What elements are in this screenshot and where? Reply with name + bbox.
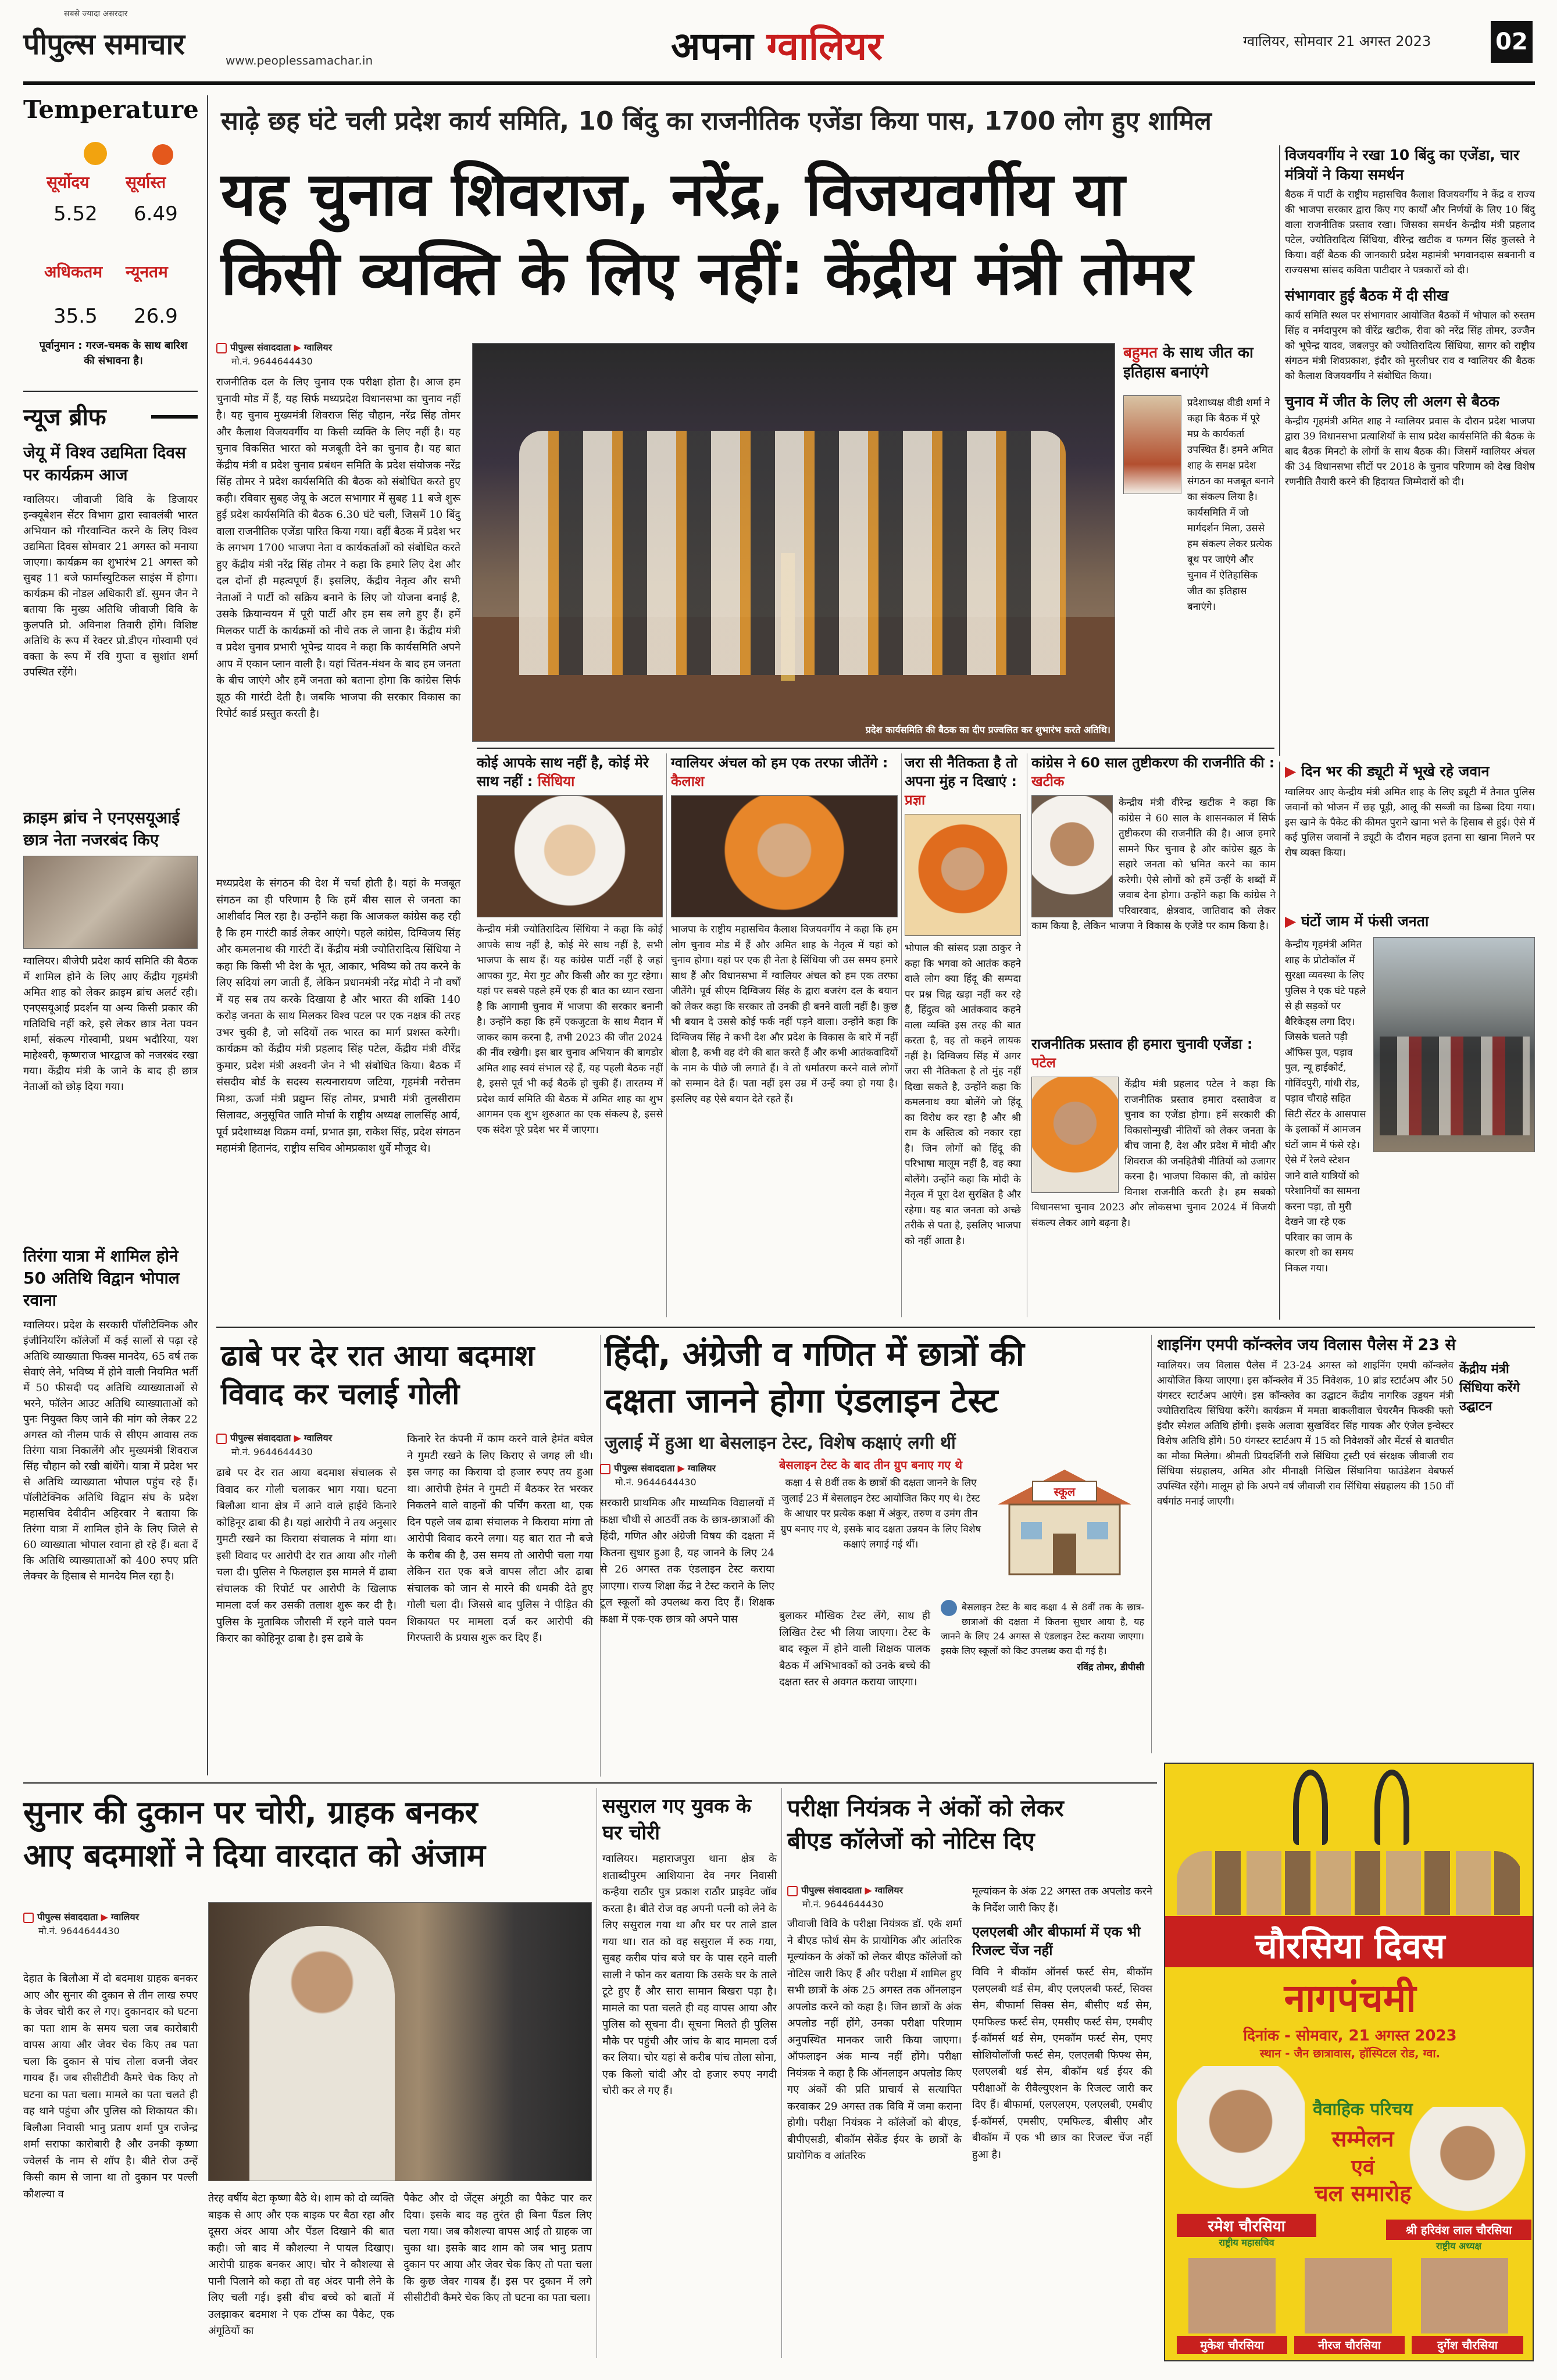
sasural-headline: ससुराल गए युवक के घर चोरी	[602, 1795, 752, 1845]
right-block-1-headline: विजयवर्गीय ने रखा 10 बिंदु का एजेंडा, चार मंत्रियों ने किया समर्थन	[1285, 146, 1520, 183]
bed-col-2-top: मूल्यांकन के अंक 22 अगस्त तक अपलोड करने के निर्देश जारी किए हैं।	[972, 1885, 1152, 1914]
min-value: 26.9	[134, 305, 178, 328]
masthead-rule	[23, 81, 1535, 85]
jam-block	[1285, 912, 1535, 931]
city-date: ग्वालियर, सोमवार 21 अगस्त 2023	[1243, 33, 1431, 49]
right-top-col	[1285, 145, 1535, 489]
leader-patel	[1031, 1035, 1276, 1231]
section-title: अपना ग्वालियर	[671, 24, 883, 69]
brief-3-text: ग्वालियर। प्रदेश के सरकारी पॉलीटेक्निक और इंजीनियरिंग कॉलेजों में कई सालों से पढ़ा रहे अतिथि व्याख्याता फिक्स मानदेय, 65 वर्ष तक सेवाएं लेने, भविष्य में होने वाली नियमित भर्ती में 50 फीसदी पद अतिथि व्याख्याताओं से भरने, फॉलेन आउट अतिथि व्याख्याताओं को पुनः नियुक्त किए जाने की मांग को लेकर 22 अगस्त को नीलम पार्क से सीएम आवास तक तिरंगा यात्रा निकालेंगे और मुख्यमंत्री शिवराज सिंह चौहान को रखी बांधेंगे। यात्रा में प्रदेश भर से अतिथि व्याख्याता भोपाल पहुंच रहे हैं। पॉलीटेक्निक अतिथि विद्वान संघ के प्रदेश महासचिव देवीदीन अहिरवार ने बताया कि तिरंगा यात्रा में शामिल होने के लिए जिले से 60 व्याख्याता भोपाल रवाना हो रहे हैं। बता दें कि अतिथि व्याख्याताओं को 400 रुपए प्रति लेक्चर के हिसाब से मानदेय मिल रहा है।	[23, 1319, 198, 1582]
bahumat-photo	[1123, 395, 1181, 494]
sasural-block	[602, 1793, 777, 2100]
right-block-1	[1285, 145, 1535, 278]
exam-quote	[941, 1600, 1144, 1673]
lead-photo	[472, 343, 1115, 742]
bahumat-block	[1123, 343, 1274, 383]
reporter-icon	[787, 1886, 798, 1896]
ad-event-1: वैवाहिक परिचय	[1313, 2099, 1413, 2120]
duty-block	[1285, 762, 1535, 860]
lead-kicker: साढ़े छह घंटे चली प्रदेश कार्य समिति, 10 बिंदु का राजनीतिक एजेंडा किया पास, 1700 लोग हुए शामिल	[221, 106, 1212, 136]
ad-event-4: चल समारोह	[1314, 2181, 1412, 2206]
masthead	[0, 0, 1557, 81]
dhaba-byline: पीपुल्स संवाददाता ▶ ग्वालियर मो.नं. 9644644430	[216, 1431, 402, 1459]
ad-person-1-name: रमेश चौरसिया	[1177, 2214, 1316, 2237]
leader-patel-text: केंद्रीय मंत्री प्रहलाद पटेल ने कहा कि राजनीतिक प्रस्ताव हमारा दस्तावेज व चुनाव का एजेंडा होगा। हमें सरकारी की विकासोन्मुखी नीतियों को लेकर जनता के बीच जाना है, देश और प्रदेश में मोदी और शिवराज की जनहितैषी नीतियों को उजागर करना है। भाजपा विकास की, तो कांग्रेस विनाश राजनीति करती है। हम सबको विधानसभा चुनाव 2023 और लोकसभा चुनाव 2024 में विजयी संकल्प लेकर आगे बढ़ना है।	[1031, 1078, 1276, 1229]
right-rule	[1279, 145, 1280, 756]
leader-patel-headline: राजनीतिक प्रस्ताव ही हमारा चुनावी एजेंडा : पटेल	[1031, 1036, 1253, 1071]
duty-text: ग्वालियर आए केन्द्रीय मंत्री अमित शाह के लिए ड्यूटी में तैनात पुलिस जवानों को भोजन में छह पूड़ी, आलू की सब्जी का डिब्बा दिया गया। इस खाने के पैकेट की कीमत पुराने खाना भत्ते के हिसाब से हुई। ऐसे में कई पुलिस जवानों ने ड्यूटी के दौरान महज इतना सा खाना मिलने पर रोष व्यक्त किया।	[1285, 787, 1535, 859]
right-block-1-text: बैठक में पार्टी के राष्ट्रीय महासचिव कैलाश विजयवर्गीय ने केंद्र व राज्य की भाजपा सरकार द्वारा किए गए कार्यों और निर्णयों के लिए 10 बिंदु वाला राजनीतिक प्रस्ताव रखा। जिसका समर्थन केन्द्रीय मंत्री प्रहलाद पटेल, ज्योतिरादित्य सिंधिया, वीरेन्द्र खटीक व फग्गन सिंह कुलस्ते ने किया। वहीं बैठक की जानकारी प्रदेश महामंत्री भगवानदास सबनानी व राज्यसभा सांसद कविता पाटीदार ने पत्रकारों को दी।	[1285, 189, 1535, 276]
dhaba-headline-2: विवाद कर चलाई गोली	[221, 1377, 460, 1411]
exam-quote-text: बेसलाइन टेस्ट के बाद कक्षा 4 से 8वीं तक के छात्र-छात्राओं की दक्षता में कितना सुधार आया है, यह जानने के लिए 24 अगस्त से एंडलाइन टेस्ट कराया जाएगा। इसके लिए स्कूलों को किट उपलब्ध करा दी गई है।	[941, 1602, 1144, 1656]
right-rule-2	[1279, 762, 1280, 1320]
theft-col-1: देहात के बिलौआ में दो बदमाश ग्राहक बनकर आए और सुनार की दुकान से तीन लाख रुपए के जेवर चोरी कर ले गए। दुकानदार को घटना का पता शाम के समय चला जब कारोबारी वापस आया और जेवर चेक किए तब पता चला कि दुकान से पांच तोला वजनी जेवर गायब हैं। जब सीसीटीवी कैमरे चेक किए तो घटना का पता चला। मामले का पता चलते ही वह थाने पहुंचा और पुलिस को शिकायत की। बिलौआ निवासी भानु प्रताप शर्मा पुत्र राजेन्द्र शर्मा सराफा कारोबारी है और उनकी कृष्णा ज्वेलर्स के नाम से शॉप है। बीते रोज उन्हें किसी काम से जाना था तो दुकान पर पल्ली कौशल्या व	[23, 1972, 198, 2200]
jam-headline: ▶ घंटों जाम में फंसी जनता	[1285, 913, 1429, 930]
theft-photo-person	[249, 1926, 395, 2181]
exam-headline-2: दक्षता जानने होगा एंडलाइन टेस्ट	[605, 1381, 998, 1420]
brief-3	[23, 1245, 198, 1584]
brief-2	[23, 807, 198, 1095]
leader-pragya	[905, 753, 1021, 1249]
weather-title: Temperature	[23, 95, 199, 124]
sunset-label: सूर्यास्त	[126, 173, 166, 192]
brief-1-headline: जेयू में विश्व उद्यमिता दिवस पर कार्यक्रम आज	[23, 443, 186, 484]
school-icon	[986, 1458, 1143, 1586]
snake-icon	[1293, 1770, 1328, 1845]
right-block-2-headline: संभागवार हुई बैठक में दी सीख	[1285, 287, 1449, 304]
bed-subheadline: एलएलबी और बीफार्मा में एक भी रिजल्ट चेंज नहीं	[972, 1924, 1141, 1959]
lead-col-1: राजनीतिक दल के लिए चुनाव एक परीक्षा होता है। आज हम चुनावी मोड में हैं, यह सिर्फ मध्यप्रदेश विधानसभा का चुनाव नहीं है। यह चुनाव मुख्यमंत्री शिवराज सिंह चौहान, नरेंद्र सिंह तोमर और कैलाश विजयवर्गीय या किसी व्यक्ति के लिए नहीं है। यह चुनाव विकसित भारत को मजबूती देने का चुनाव है। यह बात केंद्रीय मंत्री व प्रदेश चुनाव प्रबंधन समिति के प्रदेश संयोजक नरेंद्र सिंह तोमर ने प्रदेश कार्यसमिति की बैठक को संबोधित करते हुए कही। रविवार सुबह जेयू के अटल सभागार में सुबह 11 बजे शुरू हुई प्रदेश कार्यसमिति की बैठक 6.30 घंटे चली, जिसमें 10 बिंदु वाला राजनीतिक एजेंडा पारित किया गया। वहीं बैठक में प्रदेश भर के लगभग 1700 भाजपा नेता व कार्यकर्ताओं को संबोधित करते हुए केंद्रीय मंत्री नरेंद्र सिंह तोमर ने कहा कि हमारे लिए देश और दल दोनों ही महत्वपूर्ण हैं। इसलिए, केंद्रीय नेतृत्व और सभी नेताओं ने पार्टी को सक्रिय बनाने के लिए जो योजना बनाई है, उसके क्रियान्वयन में पूरी पार्टी और हम सब लगे हुए हैं। हमें मिलकर पार्टी के कार्यक्रमों को नीचे तक ले जाना है। केंद्रीय मंत्री व प्रदेश चुनाव प्रभारी भूपेन्द्र यादव ने कहा कि कार्यसमिति अपने आप में एकान प्लान वाली है। यहां चिंतन-मंथन के बाद हम जनता के बीच जाएंगे और हमें जनता को बताना होगा कि कांग्रेस सिर्फ झूठ की गारंटी देती है। जबकि भाजपा की सरकार विकास का रिपोर्ट कार्ड प्रस्तुत करती है।	[216, 376, 460, 720]
school-illustration	[986, 1458, 1143, 1586]
exam-quote-author: रविंद्र तोमर, डीपीसी	[1077, 1661, 1144, 1673]
leaders-divider-1	[666, 753, 667, 1317]
theft-headline-1: सुनार की दुकान पर चोरी, ग्राहक बनकर	[23, 1794, 478, 1831]
ad-person-2-name: श्री हरिवंश लाल चौरसिया	[1386, 2220, 1531, 2240]
sun-icon	[84, 142, 107, 165]
bed-headline-2: बीएड कॉलेजों को नोटिस दिए	[787, 1828, 1035, 1854]
brief-2-headline: क्राइम ब्रांच ने एनएसयूआई छात्र नेता नजरबंद किए	[23, 808, 180, 849]
brief-3-headline: तिरंगा यात्रा में शामिल होने 50 अतिथि विद्वान भोपाल रवाना	[23, 1246, 180, 1310]
bed-headline-1: परीक्षा नियंत्रक ने अंकों को लेकर	[787, 1795, 1064, 1822]
website-link[interactable]: www.peoplessamachar.in	[226, 53, 373, 67]
right-block-3-text: केन्द्रीय गृहमंत्री अमित शाह ने ग्वालियर प्रवास के दौरान प्रदेश भाजपा द्वारा 39 विधानसभा प्रत्याशियों के साथ प्रदेश कार्यसमिति की बैठक के बाद बैठक मिनटो के लोगों के साथ बैठक की। जिसमें ग्वालियर अंचल की 34 विधानसभा सीटों पर 2018 के चुनाव परिणाम को देख विशेष रणनीति तैयारी करने की हिदायत जिम्मेदारों को दी।	[1285, 416, 1535, 488]
ad-bottom-photos	[1177, 2258, 1523, 2333]
leader-pragya-photo	[905, 814, 1021, 936]
duty-headline: ▶ दिन भर की ड्यूटी में भूखे रहे जवान	[1285, 763, 1490, 780]
right-block-2-text: कार्य समिति स्थल पर संभागवार आयोजित बैठकों में भोपाल को रुस्तम सिंह व नर्मदापुरम को वीरेंद्र खटीक, रीवा को नरेंद्र सिंह तोमर, उज्जैन को भूपेन्द्र यादव, जबलपुर को ज्योतिरादित्य सिंधिया, सागर को राष्ट्रीय संगठन मंत्री शिवप्रकाश, इंदौर को मुरलीधर राव व ग्वालियर की बैठक को कैलाश विजयवर्गीय ने संबोधित किया।	[1285, 310, 1535, 382]
ad-person-left-photo	[1177, 2066, 1305, 2211]
reporter-icon	[216, 343, 227, 353]
leader-kailash	[671, 753, 898, 1107]
ad-venue: स्थान - जैन छात्रावास, हॉस्पिटल रोड, ग्वा.	[1259, 2046, 1441, 2060]
bed-col-1: जीवाजी विवि के परीक्षा नियंत्रक डॉ. एके शर्मा ने बीएड फोर्थ सेम के प्रायोगिक और आंतरिक मूल्यांकन के अंकों को लेकर बीएड कॉलेजों को नोटिस जारी किए हैं और परीक्षा में शामिल हुए सभी छात्रों के अंक 25 अगस्त तक ऑनलाइन अपलोड करने को कहा है। जिन छात्रों के अंक अपलोड नहीं होंगे, उनका परीक्षा परिणाम अनुपस्थित मानकर जारी किया जाएगा। ऑफलाइन अंक मान्य नहीं होंगे। परीक्षा नियंत्रक ने कहा है कि ऑनलाइन अपलोड किए गए अंकों की प्रति प्राचार्य से सत्यापित करवाकर 29 अगस्त तक विवि में जमा कराना होगी। परीक्षा नियंत्रक ने कॉलेजों को बीएड, बीपीएसडी, बीकॉम सेकेंड ईयर के छात्रों के प्रायोगिक व आंतरिक	[787, 1918, 962, 2162]
exam-byline: पीपुल्स संवाददाता ▶ ग्वालियर मो.नं. 9644644430	[600, 1461, 774, 1489]
page-number: 02	[1491, 21, 1533, 63]
reporter-icon	[600, 1464, 610, 1474]
max-value: 35.5	[53, 305, 98, 328]
lead-byline: पीपुल्स संवाददाता ▶ ग्वालियर मो.नं. 9644644430	[216, 341, 449, 369]
ad-person-2-role: राष्ट्रीय अध्यक्ष	[1435, 2240, 1482, 2252]
brief-1	[23, 442, 198, 680]
shining-side-note: केंद्रीय मंत्री सिंधिया करेंगे उद्घाटन	[1459, 1362, 1520, 1414]
brief-2-photo	[23, 856, 198, 949]
bed-col-2-text: विवि ने बीकॉम ऑनर्स फर्स्ट सेम, बीकॉम एलएलबी थर्ड सेम, बीए एलएलबी फर्स्ट, सिक्स सेम, बीफार्मा सिक्स सेम, बीसीए थर्ड सेम, एमफिल्ड फर्स्ट सेम, एमसीए फर्स्ट सेम, एमबीए ई-कॉमर्स थर्ड सेम, एमकॉम फर्स्ट सेम, एमए सोशियोलॉजी फर्स्ट सेम, एलएलबी फिफ्थ सेम, एलएलबी थर्ड सेम, बीकॉम थर्ड ईयर की परीक्षाओं के रीवैल्युएशन के रिजल्ट जारी कर दिए हैं। बीफार्मा, एलएलएम, एलएलबी, एमबीए ई-कॉमर्स, एमसीए, एमफिल्ड, बीसीए और बीकॉम में एक भी छात्र का रिजल्ट चेंज नहीं हुआ है।	[972, 1966, 1152, 2161]
exam-headline-1: हिंदी, अंग्रेजी व गणित में छात्रों की	[605, 1334, 1024, 1374]
ad-person-3-name: मुकेश चौरसिया	[1177, 2336, 1287, 2354]
dhaba-col-1: ढाबे पर देर रात आया बदमाश संचालक से विवाद कर गोली चलाकर भाग गया। घटना बिलौआ थाना क्षेत्र में आने वाले हाईवे किनारे कोहिनूर ढाबा की है। यहां आरोपी ने तय अनुसार गुमटी रखने का किराया संचालक ने मांगा था। इसी विवाद पर आरोपी देर रात आया और गोली चला दी। पुलिस ने फिलहाल इस मामले में ढाबा संचालक की रिपोर्ट पर आरोपी के खिलाफ मामला दर्ज कर उसकी तलाश शुरू कर दी है। पुलिस के मुताबिक जौरासी में रहने वाले पवन किरार का कोहिनूर ढाबा है। इस ढाबे के	[216, 1467, 397, 1645]
max-label: अधिकतम	[44, 262, 103, 281]
reporter-icon	[23, 1913, 34, 1923]
brief-1-text: ग्वालियर। जीवाजी विवि के डिजायर इन्क्यूबेशन सेंटर विभाग द्वारा स्वावलंबी भारत अभियान को गौरवान्वित करने के लिए विश्व उद्यमिता दिवस सोमवार 21 अगस्त को मनाया जाएगा। कार्यक्रम का शुभारंभ 21 अगस्त को सुबह 11 बजे फार्मास्युटिकल साइंस में होगा। कार्यक्रम की नोडल अधिकारी डॉ. सुमन जैन ने बताया कि मुख्य अतिथि जीवाजी विवि के कुलपति प्रो. अविनाश तिवारी होंगे। विशिष्ट अतिथि के रूप में रेक्टर प्रो.डीएन गोस्वामी एवं वक्ता के रूप में रवि गुप्ता व सुशांत शर्मा उपस्थित रहेंगे।	[23, 494, 198, 678]
ad-title: चौरसिया दिवस	[1255, 1926, 1445, 1967]
shining-text: ग्वालियर। जय विलास पैलेस में 23-24 अगस्त को शाइनिंग एमपी कॉन्क्लेव आयोजित किया जाएगा। इस कॉन्क्लेव में 35 निवेशक, 10 ब्रांड स्टार्टअप और 50 यंगस्टर स्टार्टअप आएंगे। इस कॉन्क्लेव का उद्घाटन केंद्रीय नागरिक उड्डयन मंत्री ज्योतिरादित्य सिंधिया करेंगे। कार्यक्रम में ममता बाकलीवाल चेयरमैन फिक्की फ्लो इंदौर स्पेशल अतिथि होंगी। इसके अलावा सुखविंदर सिंह गायक और एंजेल इन्वेस्टर विशेष अतिथि होंगे। 50 यंगस्टर स्टार्टअप में 15 को निवेशकों और मेंटर्स से बातचीत का मौका मिलेगा। श्रीमती प्रियदर्शिनी राजे सिंधिया ट्रस्टी एवं संरक्षक जीवाजी राव सिंधिया संग्रहालय, अमित और मीनाक्षी निखिल सिंघानिया फाउंडेशन वेबफर्स उपस्थित रहेंगे। मालूम हो कि अपने वर्ष जीवाजी राव सिंधिया संग्रहालय की 150 वीं वर्षगांठ मनाई जाएगी।	[1157, 1360, 1454, 1507]
leader-khatik-text: केन्द्रीय मंत्री वीरेन्द्र खटीक ने कहा कि कांग्रेस ने 60 साल के शासनकाल में सिर्फ तुष्टीकरण की राजनीति की है। आज हमारे सामने फिर चुनाव है और कांग्रेस झूठ के सहारे जनता को भ्रमित करने का काम करेगी। ऐसे लोगों को हमें उन्हीं के शब्दों में जवाब देना होगा। उन्होंने कहा कि कांग्रेस ने परिवारवाद, क्षेत्रवाद, जातिवाद को लेकर काम किया है, लेकिन भाजपा ने विकास के एजेंडे पर काम किया है।	[1031, 797, 1276, 932]
shining-headline: शाइनिंग एमपी कॉन्क्लेव जय विलास पैलेस में 23 से	[1157, 1336, 1456, 1354]
leader-scindia-photo	[477, 795, 663, 917]
theft-col-3: पैकेट और दो जेंट्स अंगूठी का पैकेट पार कर दिया। इसके बाद वह तुरंत ही बिना पैंडल लिए चला गया। जब कौशल्या वापस आई तो ग्राहक जा चुका था। इसके बाद शाम को जब भानु प्रताप दुकान पर आया और जेवर चेक किए तो पता चला कि कुछ जेवर गायब हैं। इस पर दुकान में लगे सीसीटीवी कैमरे चेक किए तो घटना का पता चला।	[403, 2192, 592, 2304]
left-column-rule	[207, 95, 208, 1775]
lead-headline-2: किसी व्यक्ति के लिए नहीं: केंद्रीय मंत्री तोमर	[221, 238, 1193, 309]
ad-date: दिनांक - सोमवार, 21 अगस्त 2023	[1243, 2027, 1457, 2045]
exam-subhead: जुलाई में हुआ था बेसलाइन टेस्ट, विशेष कक्षाएं लगी थीं	[605, 1433, 956, 1453]
leader-patel-photo	[1031, 1077, 1119, 1193]
ad-person-right-photo	[1409, 2107, 1526, 2229]
lead-headline-1: यह चुनाव शिवराज, नरेंद्र, विजयवर्गीय या	[221, 159, 1125, 230]
right-block-3	[1285, 392, 1535, 489]
min-label: न्यूनतम	[126, 262, 168, 281]
exam-boxed-title: बेसलाइन टेस्ट के बाद तीन ग्रुप बनाए गए थे	[779, 1458, 963, 1472]
exam-col-2: बुलाकर मौखिक टेस्ट लेंगे, साथ ही लिखित टेस्ट भी लिया जाएगा। टेस्ट के बाद स्कूल में होने वाली शिक्षक पालक बैठक में अभिभावकों को उनके बच्चे की दक्षता स्तर से अवगत कराया जाएगा।	[779, 1610, 930, 1688]
bahumat-text: प्रदेशाध्यक्ष वीडी शर्मा ने कहा कि बैठक में पूरे मप्र के कार्यकर्ता उपस्थित हैं। हमने अमित शाह के समक्ष प्रदेश संगठन का मजबूत बनाने का संकल्प लिया है। कार्यसमिति में जो मार्गदर्शन मिला, उससे हम संकल्प लेकर प्रत्येक बूथ पर जाएंगे और चुनाव में ऐतिहासिक जीत का इतिहास बनाएंगे।	[1187, 397, 1274, 613]
weather-forecast: पूर्वानुमान : गरज-चमक के साथ बारिश की संभावना है।	[39, 340, 188, 367]
sunset-icon	[152, 144, 173, 165]
bahumat-headline: बहुमत के साथ जीत का इतिहास बनाएंगे	[1123, 344, 1254, 381]
right-block-3-headline: चुनाव में जीत के लिए ली अलग से बैठक	[1285, 393, 1499, 410]
leader-khatik	[1031, 753, 1276, 934]
sasural-text: ग्वालियर। महाराजपुरा थाना क्षेत्र के शताब्दीपुरम आशियाना देव नगर निवासी कन्हैया राठौर पुत्र प्रकाश राठौर प्राइवेट जॉब करता है। बीते रोज वह अपनी पत्नी को लेने के लिए ससुराल गया था और घर पर ताले डाल गया था। रात को वह ससुराल में रुक गया, सुबह करीब पांच बजे घर के पास रहने वाली साली ने फोन कर बताया कि उसके घर के ताले टूटे हुए हैं और सारा सामान बिखरा पड़ा है। मामले का पता चलते ही वह वापस आया और पुलिस को सूचना दी। सूचना मिलते ही पुलिस मौके पर पहुंची और जांच के बाद मामला दर्ज कर लिया। चोर यहां से करीब पांच तोला सोना, एक किलो चांदी और दो हजार रुपए नगदी चोरी कर ले गए हैं।	[602, 1853, 777, 2097]
reporter-icon	[216, 1434, 227, 1444]
ad-top-people	[1177, 1851, 1523, 1915]
theft-photo	[208, 1902, 592, 2181]
bottom-top-rule	[23, 1782, 1157, 1784]
lead-photo-people	[519, 431, 1066, 675]
brand-logo: पीपुल्स समाचार	[23, 27, 184, 61]
theft-col-2: तेरह वर्षीय बेटा कृष्णा बैठे थे। शाम को दो व्यक्ति बाइक से आए और एक बाइक पर बैठा रहा और दूसरा अंदर आया और पेंडल दिखाने की बात कही। जो बाद में कौशल्या ने पायल दिखाए। आरोपी ग्राहक बनकर आए। चोर ने कौशल्या से पानी पिलाने को कहा तो वह अंदर पानी लेने के लिए चली गई। इसी बीच बच्चे को बातों में उलझाकर बदमाश ने एक टॉप्स का पैकेट, एक अंगूठियों का	[208, 2192, 394, 2337]
leader-kailash-headline: ग्वालियर अंचल को हम एक तरफा जीतेंगे : कैलाश	[671, 755, 888, 789]
leader-pragya-headline: जरा सी नैतिकता है तो अपना मुंह न दिखाएं : प्रज्ञा	[905, 755, 1017, 808]
leader-scindia-text: केन्द्रीय मंत्री ज्योतिरादित्य सिंधिया ने कहा कि कोई आपके साथ नहीं है, कोई मेरे साथ नहीं है, सभी भाजपा के साथ हैं। यह कांग्रेस पार्टी नहीं है जहां आपका गुट, मेरा गुट और किसी और का गुट रहेगा। यहां पर सबसे पहले हमें एक ही बात का ध्यान रखना है कि आगामी चुनाव में भाजपा की सरकार बनानी है। उन्होंने कहा कि हमें एकजुटता के साथ मैदान में जाकर काम करना है, तभी 2023 की जीत 2024 की नींव रखेगी। इस बार चुनाव अभियान की बागडोर अमित शाह स्वयं संभाल रहे हैं, यह पहली बैठक नहीं है, इससे पूर्व भी कई बैठकें हो चुकी हैं। तारतम्य में प्रदेश कार्य समिति की बैठक में अमित शाह का शुभ आगमन एक शुभ शुरुआत का एक संकल्प है, इससे एक संदेश पूरे प्रदेश भर में जाएगा।	[477, 924, 663, 1136]
school-sign-label: स्कूल	[1054, 1485, 1076, 1499]
dhaba-col-2: किनारे रेत कंपनी में काम करने वाले हेमंत बघेल ने गुमटी रखने के लिए किराए से जगह ली थी। इस जगह का किराया दो हजार रुपए तय हुआ था। आरोपी हेमंत ने गुमटी में बैठकर रेत भरकर निकलने वाले वाहनों की पर्चिंग करता था, एक दिन पहले जब ढाबा संचालक ने किराया मांगा तो आरोपी विवाद करने लगा। यह बात रात नौ बजे के करीब की है, उस समय तो आरोपी चला गया लेकिन रात एक बजे वापस लौटा और ढाबा संचालक को जान से मारने की धमकी देते हुए गोली चला दी। जिससे बाद पुलिस ने पीड़ित की शिकायत पर मामला दर्ज कर आरोपी की गिरफ्तारी के प्रयास शुरू कर दिए हैं।	[407, 1433, 593, 1644]
ad-subtitle: नागपंचमी	[1284, 1976, 1416, 2021]
leaders-top-rule	[477, 748, 1274, 749]
weather-rule	[23, 391, 198, 392]
leader-khatik-headline: कांग्रेस ने 60 साल तुष्टीकरण की राजनीति की : खटीक	[1031, 755, 1275, 789]
sunrise-value: 5.52	[53, 202, 98, 226]
theft-byline: पीपुल्स संवाददाता ▶ ग्वालियर मो.नं. 9644644430	[23, 1910, 209, 1938]
news-brief-title: न्यूज ब्रीफ	[23, 400, 198, 435]
quote-icon	[941, 1600, 957, 1616]
leader-scindia	[477, 753, 663, 1138]
leaders-divider-2	[901, 753, 902, 1317]
brand-tagline: सबसे ज्यादा असरदार	[64, 9, 128, 19]
bed-byline: पीपुल्स संवाददाता ▶ ग्वालियर मो.नं. 9644644430	[787, 1884, 962, 1911]
leader-scindia-headline: कोई आपके साथ नहीं है, कोई मेरे साथ नहीं : सिंधिया	[477, 755, 649, 789]
middle-top-rule	[216, 1327, 1535, 1328]
mid-divider-2	[1151, 1335, 1152, 1753]
exam-col-1: सरकारी प्राथमिक और माध्यमिक विद्यालयों में कक्षा चौथी से आठवीं तक के छात्र-छात्राओं की हिंदी, गणित और अंग्रेजी विषय की दक्षता में कितना सुधार हुआ है, यह जानने के लिए 24 से 26 अगस्त तक एंडलाइन टेस्ट कराया जाएगा। राज्य शिक्षा केंद्र ने टेस्ट कराने के लिए टूल स्कूलों को उपलब्ध करा दिए हैं। शिक्षक कक्षा में एक-एक छात्र को अपने पास	[600, 1497, 774, 1625]
shining-block	[1157, 1335, 1535, 1509]
exam-boxed-text: कक्षा 4 से 8वीं तक के छात्रों की दक्षता जानने के लिए जुलाई 23 में बेसलाइन टेस्ट आयोजित किए गए थे। टेस्ट के आधार पर प्रत्येक कक्षा में अंकुर, तरुण व उमंग तीन ग्रुप बनाए गए थे, इसके बाद दक्षता उन्नयन के लिए विशेष कक्षाएं लगाई गई थीं।	[780, 1477, 981, 1550]
leader-pragya-text: भोपाल की सांसद प्रज्ञा ठाकुर ने कहा कि भगवा को आतंक कहने वाले लोग क्या हिंदू की सम्पदा पर प्रश्न चिह्न खड़ा नहीं कर रहे हैं, हिंदुत्व को आतंकवाद कहने वाला व्यक्ति इस तरह की बात करता है, वह तो कहने लायक नहीं है। दिग्विजय सिंह में अगर जरा सी नैतिकता है तो मुंह नहीं दिखा सकते है, उन्होंने कहा कि कमलनाथ क्या बोलेंगे जो हिंदू का विरोध कर रहा है और श्री राम के अस्तित्व को नकार रहा है। जिन लोगों को हिंदू की परिभाषा मालूम नहीं है, वह क्या बोलेंगे। उन्होंने कहा कि मोदी के नेतृत्व में पूरा देश सुरक्षित है और रहेगा। यह बात जनता को अच्छे तरीके से पता है, इसलिए भाजपा को नहीं आता है।	[905, 942, 1021, 1247]
right-block-2	[1285, 286, 1535, 384]
jam-photo	[1373, 937, 1535, 1152]
ad-person-5-name: दुर्गेश चौरसिया	[1412, 2336, 1523, 2354]
ad-event-2: सम्मेलन	[1331, 2126, 1394, 2152]
exam-boxed	[779, 1457, 983, 1553]
sunset-value: 6.49	[134, 202, 178, 226]
ad-person-1-role: राष्ट्रीय महासचिव	[1219, 2237, 1274, 2248]
dhaba-headline-1: ढाबे पर देर रात आया बदमाश	[221, 1339, 535, 1373]
lead-photo-caption: प्रदेश कार्यसमिति की बैठक का दीप प्रज्वलित कर शुभारंभ करते अतिथि।	[865, 724, 1110, 735]
jam-text: केन्द्रीय गृहमंत्री अमित शाह के प्रोटोकॉल में सुरक्षा व्यवस्था के लिए पुलिस ने एक घंटे पहले से ही सड़कों पर बैरिकेड्स लगा दिए। जिसके चलते पड़ी ऑफिस पुल, पड़ाव पुल, न्यू हाईकोर्ट, गोविंदपुरी, गांधी रोड, पड़ाव चौराहे सहित सिटी सेंटर के आसपास के इलाकों में आमजन घंटों जाम में फंसे रहे। ऐसे में रेलवे स्टेशन जाने वाले यात्रियों को परेशानियों का सामना करना पड़ा, तो मुरी देखने जा रहे एक परिवार का जाम के कारण शो का समय निकल गया।	[1285, 939, 1366, 1274]
ad-person-4-name: नीरज चौरसिया	[1294, 2336, 1405, 2354]
bottom-divider-2	[781, 1788, 782, 2358]
leader-khatik-photo	[1031, 795, 1113, 917]
leader-kailash-photo	[671, 795, 898, 917]
ad-event-3: एवं	[1351, 2156, 1374, 2179]
lead-col-2: मध्यप्रदेश के संगठन की देश में चर्चा होती है। यहां के मजबूत संगठन का ही परिणाम है कि हमें बीस साल से जनता का आशीर्वाद मिल रहा है। उन्होंने कहा कि आजकल कांग्रेस कह रही है कि हम गारंटी कार्ड लेकर आएंगे। पहले कांग्रेस, दिग्विजय सिंह और कमलनाथ की गारंटी दें। केंद्रीय मंत्री ज्योतिरादित्य सिंधिया ने कहा कि किसी भी देश के भूत, आकार, भविष्य को तय करने के लिए सदियां लग जाती हैं, लेकिन प्रधानमंत्री नरेंद्र मोदी ने नौ वर्षों में यह सब तय करके दिखाया है और भारत की शक्ति 140 करोड़ जनता के साथ मिलकर विश्व पटल पर एक नक्षत्र की तरह उभर चुकी है, जो सदियों तक भारत का मार्ग प्रशस्त करेगी। कार्यक्रम को केंद्रीय मंत्री प्रहलाद सिंह पटेल, केंद्रीय मंत्री वीरेंद्र कुमार, प्रदेश मंत्री अश्वनी जेन ने भी संबोधित किया। बैठक में संसदीय बोर्ड के सदस्य सत्यनारायण जटिया, गृहमंत्री नरोत्तम मिश्रा, ऊर्जा मंत्री प्रद्युम्न सिंह तोमर, प्रभारी मंत्री तुलसीराम सिलावट, अनुसूचित जाति मोर्चा के राष्ट्रीय अध्यक्ष लालसिंह आर्य, पूर्व प्रदेशाध्यक्ष विक्रम वर्मा, प्रभात झा, राकेश सिंह, प्रदेश संगठन महामंत्री हितानंद, राष्ट्रीय सचिव ओमप्रकाश धुर्वे मौजूद थे।	[216, 877, 460, 1155]
theft-headline-2: आए बदमाशों ने दिया वारदात को अंजाम	[23, 1837, 485, 1874]
bed-col-2	[972, 1884, 1152, 2163]
brief-2-text: ग्वालियर। बीजेपी प्रदेश कार्य समिति की बैठक में शामिल होने के लिए आए केंद्रीय गृहमंत्री अमित शाह को लेकर क्राइम ब्रांच अलर्ट रही। एनएसयूआई प्रदर्शन या अन्य किसी प्रकार की गतिविधि नहीं करे, इसे लेकर छात्र नेता पवन शर्मा, संकल्प गोस्वामी, प्रथम भदौरिया, यश माहेश्वरी, कृष्णराज भारद्वाज को नजरबंद रखा गया। केंद्रीय मंत्री के जाने के बाद ही छात्र नेताओं को छोड़ दिया गया।	[23, 955, 198, 1093]
leader-kailash-text: भाजपा के राष्ट्रीय महासचिव कैलाश विजयवर्गीय ने कहा कि हम लोग चुनाव मोड में हैं और अमित शाह के नेतृत्व में यहां को चुनाव होगा। यहां पर एक ही नेता है सिंधिया जी उस समय हमारे साथ हैं और विधानसभा में ग्वालियर अंचल को हम एक तरफा जीतेंगे। पूर्व सीएम दिग्विजय सिंह के द्वारा बजरंग दल के बयान को लेकर कहा कि सरकार तो उनकी ही बनने वाली नहीं है। कुछ भी बयान दे उससे कोई फर्क नहीं पड़ने वाला। उन्होंने कहा कि दिग्विजय सिंह ने कभी देश और प्रदेश के विकास के बारे में नहीं बोला है, कभी वह दंगे की बात करते हैं और कभी आतंकवादियों के नाम के पीछे जी लगाते हैं। वे तो धर्मांतरण करने वाले लोगों को सम्मान देते हैं। पता नहीं इस उम्र में उन्हें क्या हो गया है। इसलिए वह ऐसे बयान देते रहते हैं।	[671, 924, 898, 1105]
jam-photo-traffic	[1380, 1037, 1530, 1135]
chaurasia-ad	[1164, 1763, 1534, 2361]
weather-box	[23, 95, 198, 386]
snake-icon-2	[1374, 1770, 1409, 1845]
sunrise-label: सूर्योदय	[47, 173, 90, 192]
